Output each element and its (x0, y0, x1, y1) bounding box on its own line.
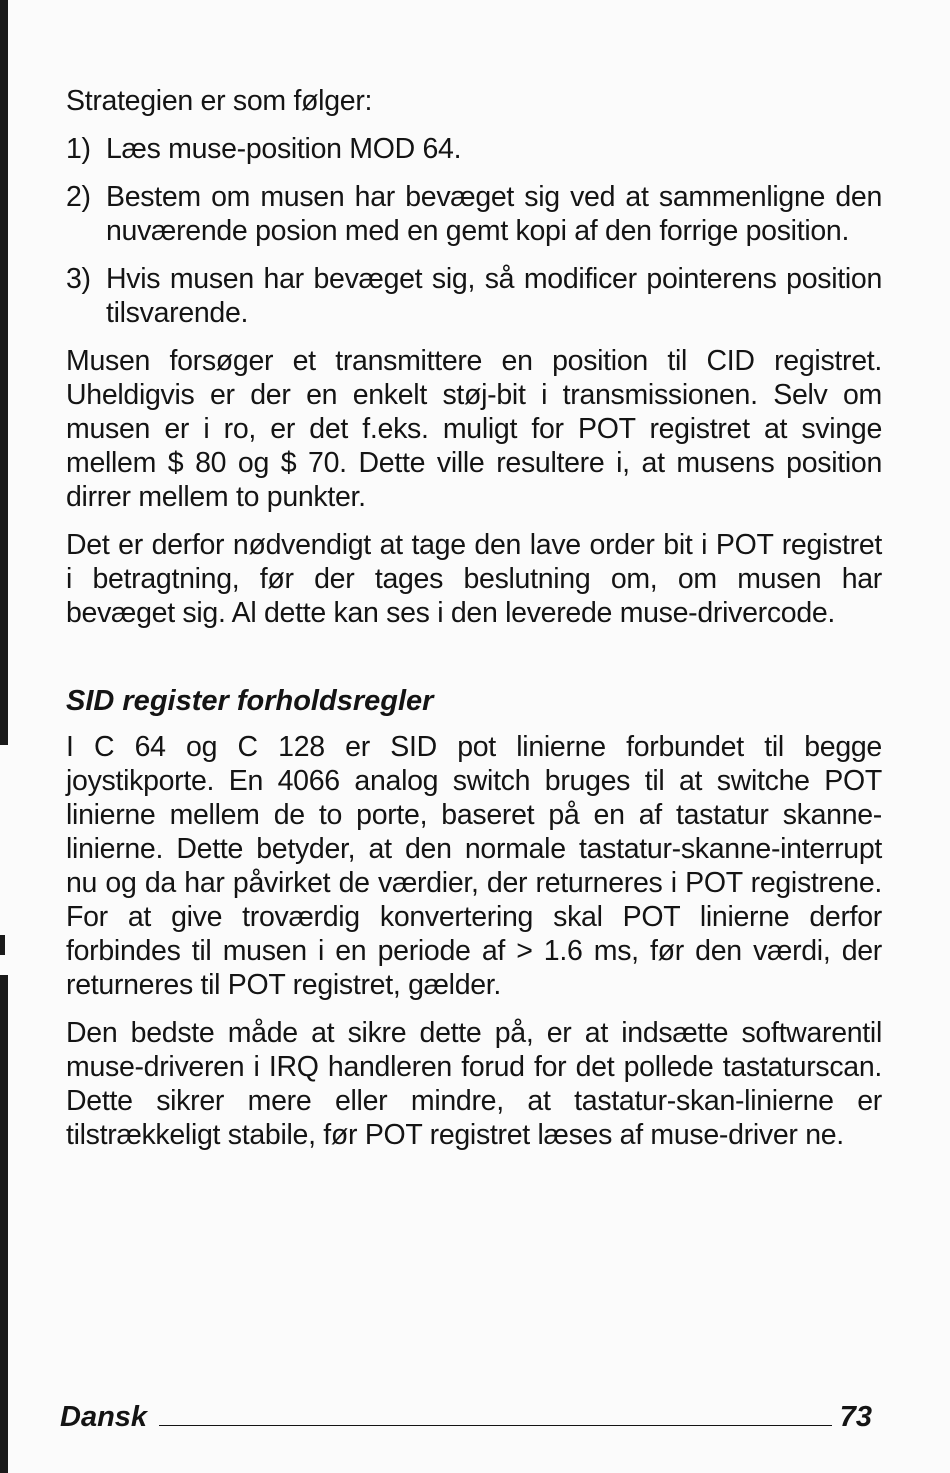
section-paragraph: I C 64 og C 128 er SID pot linierne forbundet til begge joystikporte. En 4066 analog switch bruges til at switche POT linierne mellem de to porte, baseret på en af tastatur skanne-linierne. Dette betyder, at den normale tastatur-skanne-interrupt nu og da har påvirket de værdier, der returneres i POT registrene. For at give troværdig konvertering skal POT linierne derfor forbindes til musen i en periode af > 1.6 ms, før den værdi, der returneres til POT registret, gælder. (66, 731, 882, 1001)
body-paragraph: Det er derfor nødvendigt at tage den lave order bit i POT registret i betragtning, før der tages beslutning om, om musen har bevæget sig. Al dette kan ses i den leverede muse-drivercode. (66, 529, 882, 629)
page-number: 73 (839, 1401, 872, 1433)
step-text: Læs muse-position MOD 64. (106, 133, 462, 165)
step-text: Bestem om musen har bevæget sig ved at sammenligne den nuværende posion med en gemt kopi af den forrige position. (106, 181, 882, 247)
page-footer (60, 1394, 872, 1434)
step-item (66, 132, 882, 166)
intro-line: Strategien er som følger: (66, 85, 373, 117)
step-item (66, 262, 882, 330)
footer-rule (159, 1425, 832, 1426)
body-paragraph: Musen forsøger et transmittere en position til CID registret. Uheldigvis er der en enkelt støj-bit i transmissionen. Selv om musen er i ro, er det f.eks. muligt for POT registret at svinge mellem $ 80 og $ 70. Dette ville resultere i, at musens position dirrer mellem to punkter. (66, 345, 882, 513)
page-content (66, 84, 882, 1166)
binding-mark (0, 935, 5, 955)
step-text: Hvis musen har bevæget sig, så modificer pointerens position tilsvarende. (106, 263, 882, 329)
step-number: 3) (66, 263, 91, 295)
section-paragraph: Den bedste måde at sikre dette på, er at indsætte softwarentil muse-driveren i IRQ handleren forud for det pollede tastaturscan. Dette sikrer mere eller mindre, at tastatur-skan-linierne er tilstrækkeligt stabile, før POT registret læses af muse-driver ne. (66, 1017, 882, 1151)
step-item (66, 180, 882, 248)
section-heading: SID register forholdsregler (66, 685, 434, 717)
page-binding-edge (0, 0, 8, 1473)
step-number: 1) (66, 133, 91, 165)
footer-language: Dansk (60, 1401, 148, 1433)
step-number: 2) (66, 181, 91, 213)
